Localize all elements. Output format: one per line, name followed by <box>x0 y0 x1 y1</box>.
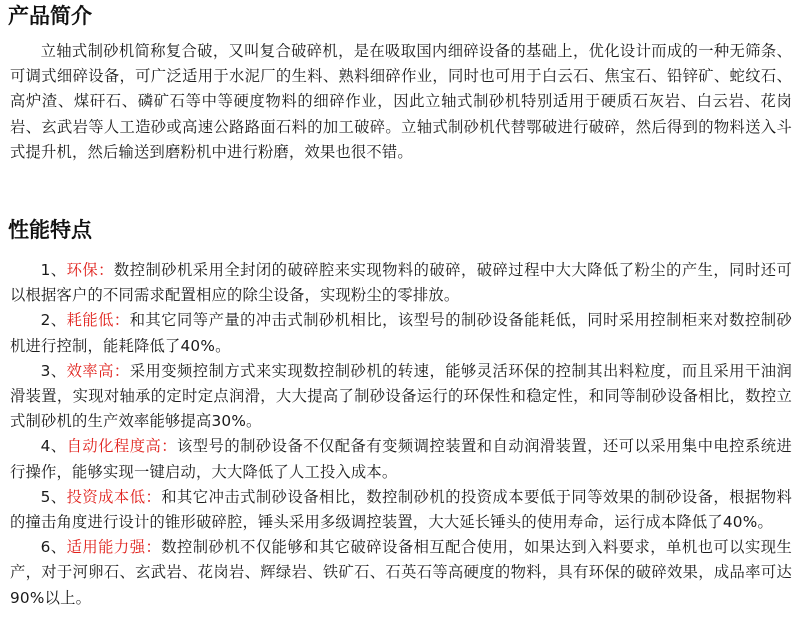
feature-number: 5、 <box>40 487 67 506</box>
feature-item <box>10 434 792 484</box>
section-title-intro: 产品简介 <box>8 4 92 28</box>
feature-text: 采用变频控制方式来实现数控制砂机的转速，能够灵活环保的控制其出料粒度，而且采用干油润滑装置，实现对轴承的定时定点润滑，大大提高了制砂设备运行的环保性和稳定性，和同等制砂设备相比，数控立式制砂机的生产效率能够提高30%。 <box>10 361 792 431</box>
features-list <box>10 258 792 611</box>
feature-label: 效率高： <box>66 361 130 380</box>
feature-number: 3、 <box>40 361 67 380</box>
feature-number: 1、 <box>40 261 67 279</box>
section-title-features: 性能特点 <box>8 218 92 242</box>
feature-label: 适用能力强： <box>66 538 162 557</box>
feature-text: 和其它冲击式制砂设备相比，数控制砂机的投资成本要低于同等效果的制砂设备，根据物料的撞击角度进行设计的锥形破碎腔，锤头采用多级调控装置，大大延长锤头的使用寿命，运行成本降低了40%。 <box>10 487 792 532</box>
feature-item <box>10 535 792 611</box>
feature-item <box>10 485 792 535</box>
feature-text: 和其它同等产量的冲击式制砂机相比，该型号的制砂设备能耗低，同时采用控制柜来对数控制砂机进行控制，能耗降低了40%。 <box>10 311 792 355</box>
feature-label: 耗能低： <box>66 311 130 330</box>
feature-label: 自动化程度高： <box>66 437 178 456</box>
feature-item <box>10 308 792 358</box>
feature-item <box>10 258 792 308</box>
feature-number: 2、 <box>40 311 67 330</box>
feature-number: 4、 <box>40 437 67 456</box>
feature-number: 6、 <box>40 538 67 557</box>
feature-item <box>10 359 792 435</box>
feature-label: 环保： <box>66 261 114 279</box>
feature-label: 投资成本低： <box>66 487 162 506</box>
feature-text: 数控制砂机采用全封闭的破碎腔来实现物料的破碎，破碎过程中大大降低了粉尘的产生，同时还可以根据客户的不同需求配置相应的除尘设备，实现粉尘的零排放。 <box>10 261 792 305</box>
feature-text: 数控制砂机不仅能够和其它破碎设备相互配合使用，如果达到入料要求，单机也可以实现生产，对于河卵石、玄武岩、花岗岩、辉绿岩、铁矿石、石英石等高硬度的物料，具有环保的破碎效果，成品率可达90%以上。 <box>10 538 792 607</box>
feature-text: 该型号的制砂设备不仅配备有变频调控装置和自动润滑装置，还可以采用集中电控系统进行操作，能够实现一键启动，大大降低了人工投入成本。 <box>10 437 792 481</box>
intro-paragraph: 立轴式制砂机简称复合破，又叫复合破碎机，是在吸取国内细碎设备的基础上，优化设计而成的一种无筛条、可调式细碎设备，可广泛适用于水泥厂的生料、熟料细碎作业，同时也可用于白云石、焦宝石、铅锌矿、蛇纹石、高炉渣、煤矸石、磷矿石等中等硬度物料的细碎作业，因此立轴式制砂机特别适用于硬质石灰岩、白云岩、花岗岩、玄武岩等人工造砂或高速公路路面石料的加工破碎。立轴式制砂机代替鄂破进行破碎，然后得到的物料送入斗式提升机，然后输送到磨粉机中进行粉磨，效果也很不错。 <box>10 42 792 161</box>
